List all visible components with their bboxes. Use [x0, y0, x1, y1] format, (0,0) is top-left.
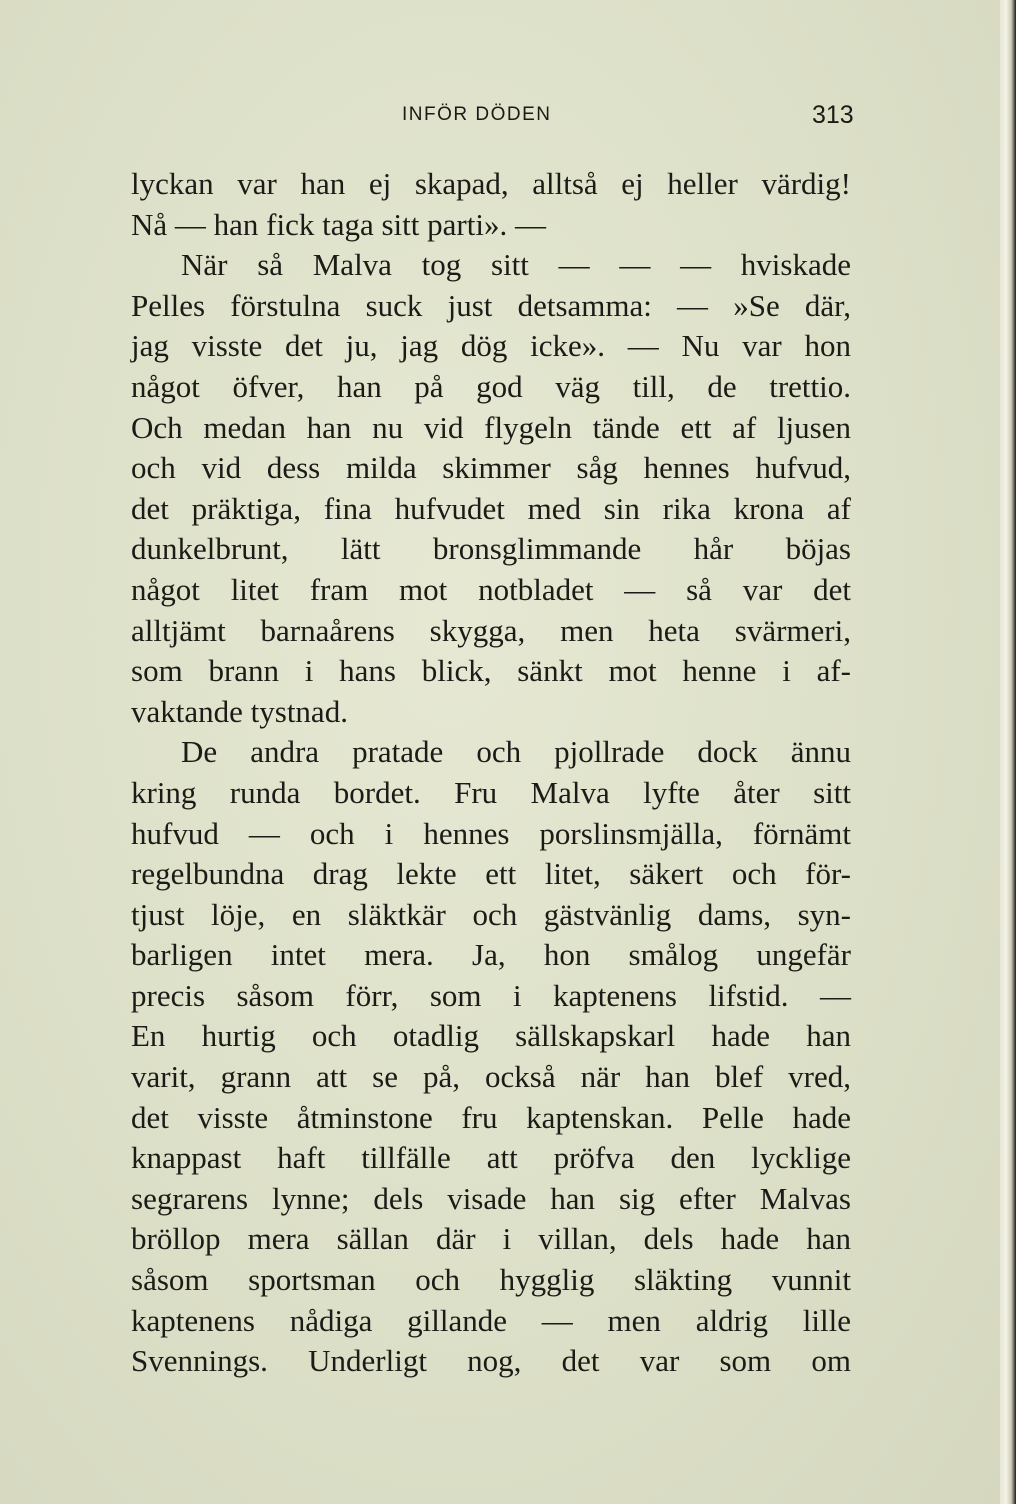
text-line: hufvud — och i hennes porslinsmjälla, förnämt [131, 815, 851, 851]
text-line: En hurtig och otadlig sällskapskarl hade han [131, 1018, 851, 1054]
text-line: regelbundna drag lekte ett litet, säkert och för- [131, 856, 851, 892]
text-line: såsom sportsman och hygglig släkting vunnit [131, 1262, 851, 1298]
text-line: det präktiga, fina hufvudet med sin rika krona af [131, 490, 851, 526]
text-line: barligen intet mera. Ja, hon smålog ungefär [131, 937, 851, 973]
page-number: 313 [812, 101, 854, 129]
text-line: något litet fram mot notbladet — så var det [131, 571, 851, 607]
text-line: Pelles förstulna suck just detsamma: — »Se där, [131, 287, 851, 323]
text-line: som brann i hans blick, sänkt mot henne i af- [131, 653, 851, 689]
text-line: och vid dess milda skimmer såg hennes hufvud, [131, 450, 851, 486]
text-line: De andra pratade och pjollrade dock ännu [181, 734, 851, 770]
text-line: alltjämt barnaårens skygga, men heta svärmeri, [131, 612, 851, 648]
page-header [0, 101, 1000, 134]
text-line: varit, grann att se på, också när han blef vred, [131, 1059, 851, 1095]
text-line: vaktande tystnad. [131, 693, 348, 729]
text-line: dunkelbrunt, lätt bronsglimmande hår böjas [131, 531, 851, 567]
text-line: knappast haft tillfälle att pröfva den lycklige [131, 1140, 851, 1176]
text-line: jag visste det ju, jag dög icke». — Nu var hon [131, 328, 851, 364]
text-line: tjust löje, en släktkär och gästvänlig dams, syn- [131, 896, 851, 932]
text-line: det visste åtminstone fru kaptenskan. Pelle hade [131, 1099, 851, 1135]
text-line: bröllop mera sällan där i villan, dels hade han [131, 1221, 851, 1257]
text-line: När så Malva tog sitt — — — hviskade [181, 247, 851, 283]
text-line: kring runda bordet. Fru Malva lyfte åter sitt [131, 774, 851, 810]
text-line: lyckan var han ej skapad, alltså ej heller värdig! [131, 166, 851, 201]
text-line: något öfver, han på god väg till, de trettio. [131, 368, 851, 404]
text-line: kaptenens nådiga gillande — men aldrig lille [131, 1302, 851, 1338]
body-text [131, 164, 851, 1382]
text-line: Svennings. Underligt nog, det var som om [131, 1343, 851, 1379]
text-line: precis såsom förr, som i kaptenens lifstid. — [131, 977, 851, 1013]
text-line: Nå — han fick taga sitt parti». — [131, 206, 546, 242]
book-edge [1000, 0, 1016, 1504]
running-head: INFÖR DÖDEN [402, 104, 552, 125]
text-line: Och medan han nu vid flygeln tände ett af ljusen [131, 409, 851, 445]
text-line: segrarens lynne; dels visade han sig efter Malvas [131, 1180, 851, 1216]
